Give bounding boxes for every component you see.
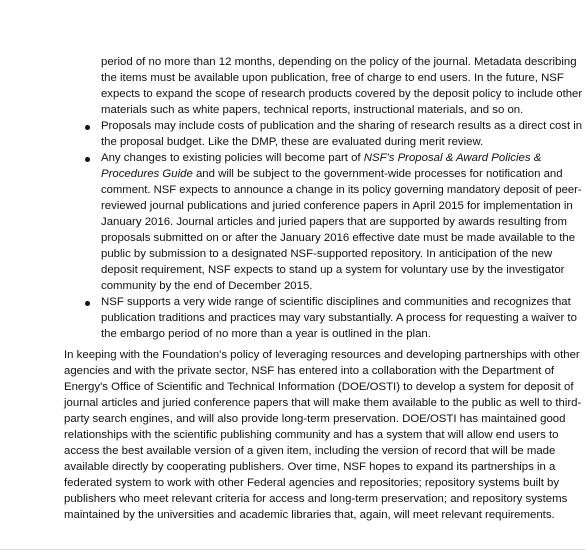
paragraph-line: maintained by the universities and academic libraries that, again, will meet relevant requirements. [64, 509, 555, 521]
paragraph-line: In keeping with the Foundation's policy of leveraging resources and developing partnerships with other [64, 349, 580, 361]
text-line: public by submission to a designated NSF-supported repository. In anticipation of the new [101, 248, 553, 260]
bullet-icon [85, 301, 90, 306]
text-line: January 2016. Journal articles and juried papers that are supported by awards resulting from [101, 216, 568, 228]
italic-text-run: Procedures Guide [101, 168, 193, 180]
paragraph-line: Energy's Office of Scientific and Technical Information (DOE/OSTI) to develop a system for deposit of [64, 381, 574, 393]
text-line: NSF supports a very wide range of scientific disciplines and communities and recognizes that [101, 296, 571, 308]
text-run: and will be subject to the government-wide processes for notification and [192, 168, 563, 180]
text-line [101, 167, 563, 183]
text-line: deposit requirement, NSF expects to stand up a system for voluntary use by the investigator [101, 264, 565, 276]
paragraph-line: relationships with the scientific publishing community and has a system that will allow end users to [64, 429, 559, 441]
paragraph-line: party search engines, and will also provide long-term preservation. DOE/OSTI has maintained good [64, 413, 566, 425]
paragraph-line: publishers who meet relevant criteria for access and long-term preservation; and repository systems [64, 493, 568, 505]
paragraph-line: journal articles and juried conference papers that will make them available to the public as well to third- [64, 397, 582, 409]
text-line: publication traditions and practices may vary substantially. A process for requesting a waiver to [101, 312, 577, 324]
paragraph-line: federated system to work with other Federal agencies and repositories; repository systems built by [64, 477, 560, 489]
text-line: materials such as white papers, technical reports, instructional materials, and so on. [101, 104, 524, 116]
text-line: community by the end of December 2015. [101, 280, 313, 292]
paragraph-line: available directly by cooperating publishers. Over time, NSF hopes to expand its partnerships in a [64, 461, 556, 473]
bullet-icon [85, 125, 90, 130]
bullet-icon [85, 157, 90, 162]
text-run: Any changes to existing policies will become part of [101, 152, 364, 164]
text-line: the items must be available upon publication, free of charge to end users. In the future, NSF [101, 72, 564, 84]
paragraph-line: agencies and with the private sector, NSF has entered into a collaboration with the Department of [64, 365, 555, 377]
text-line: proposals submitted on or after the January 2016 effective date must be made available to the [101, 232, 576, 244]
italic-text-run: NSF's Proposal & Award Policies & [363, 152, 542, 164]
text-line: reviewed journal publications and juried conference papers in April 2015 for implementation in [101, 200, 573, 212]
text-line: the embargo period of no more than a year is outlined in the plan. [101, 328, 431, 340]
text-line: comment. NSF expects to announce a change in its policy governing mandatory deposit of peer- [101, 184, 582, 196]
text-line: Proposals may include costs of publication and the sharing of research results as a direct cost in [101, 120, 583, 132]
text-line: the proposal budget. Like the DMP, these are evaluated during merit review. [101, 136, 484, 148]
text-line: expects to expand the scope of research products covered by the deposit policy to include other [101, 88, 583, 100]
paragraph-line: access the best available version of a given item, including the version of record that will be made [64, 445, 556, 457]
text-line: period of no more than 12 months, depending on the policy of the journal. Metadata describing [101, 56, 577, 68]
text-line [101, 151, 541, 167]
